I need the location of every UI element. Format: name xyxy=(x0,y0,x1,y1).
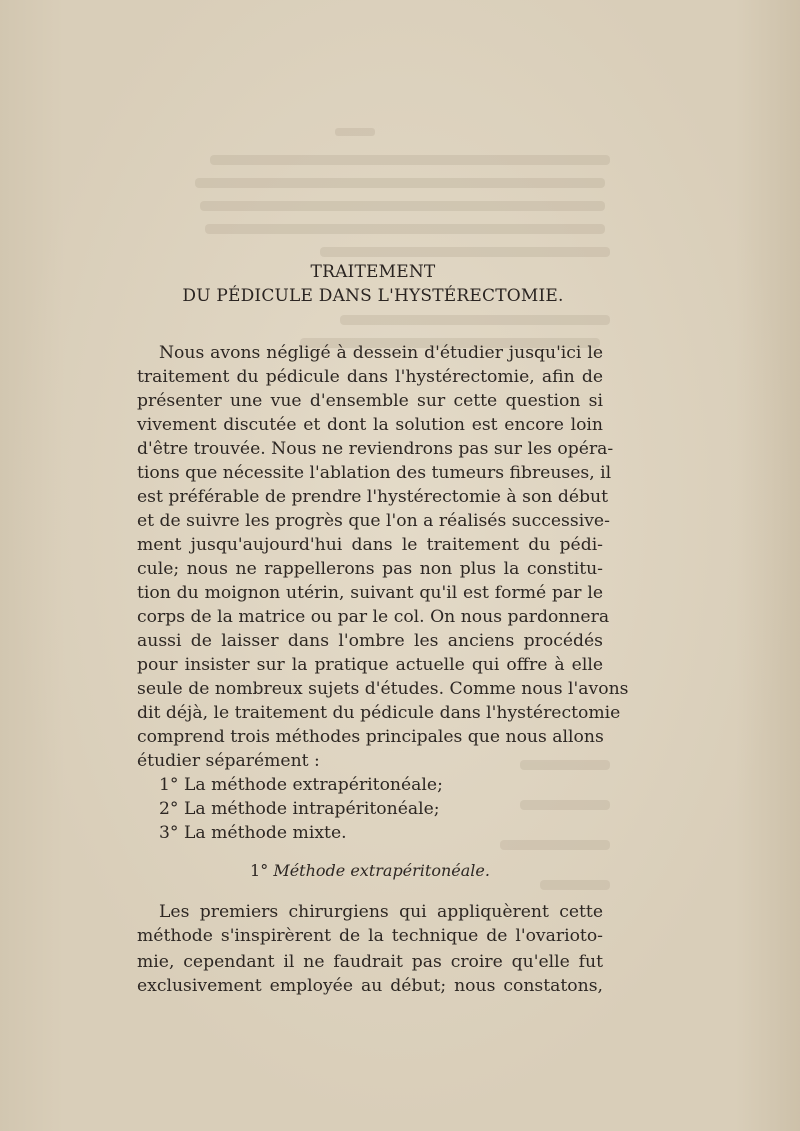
section-number: 1° xyxy=(250,861,269,880)
method-list-item: 2° La méthode intrapéritonéale; xyxy=(159,799,440,819)
text-line: étudier séparément : xyxy=(137,751,320,771)
text-line: méthode s'inspirèrent de la technique de l'ovarioto- xyxy=(137,926,603,946)
method-list-item: 3° La méthode mixte. xyxy=(159,823,347,843)
text-line: d'être trouvée. Nous ne reviendrons pas sur les opéra- xyxy=(137,439,614,459)
title-line-2: DU PÉDICULE DANS L'HYSTÉRECTOMIE. xyxy=(182,286,564,306)
text-line: vivement discutée et dont la solution est encore loin xyxy=(137,415,603,435)
text-line: est préférable de prendre l'hystérectomie à son début xyxy=(137,487,608,507)
title-line-1: TRAITEMENT xyxy=(310,262,436,282)
text-line: présenter une vue d'ensemble sur cette question si xyxy=(137,391,603,411)
text-line: dit déjà, le traitement du pédicule dans l'hystérectomie xyxy=(137,703,621,723)
text-line: Nous avons négligé à dessein d'étudier jusqu'ici le xyxy=(159,343,603,363)
text-line: pour insister sur la pratique actuelle qui offre à elle xyxy=(137,655,603,675)
section-heading xyxy=(0,861,740,880)
text-line: cule; nous ne rappellerons pas non plus la constitu- xyxy=(137,559,603,579)
text-line: traitement du pédicule dans l'hystérectomie, afin de xyxy=(137,367,603,387)
text-line: comprend trois méthodes principales que nous allons xyxy=(137,727,604,747)
text-line: mie, cependant il ne faudrait pas croire qu'elle fut xyxy=(137,952,603,972)
text-line: corps de la matrice ou par le col. On nous pardonnera xyxy=(137,607,610,627)
text-line: exclusivement employée au début; nous constatons, xyxy=(137,976,603,996)
text-line: ment jusqu'aujourd'hui dans le traitement du pédi- xyxy=(137,535,603,555)
text-line: tions que nécessite l'ablation des tumeurs fibreuses, il xyxy=(137,463,612,483)
method-list-item: 1° La méthode extrapéritonéale; xyxy=(159,775,443,795)
text-line: et de suivre les progrès que l'on a réalisés successive- xyxy=(137,511,610,531)
text-line: aussi de laisser dans l'ombre les anciens procédés xyxy=(137,631,603,651)
text-line: Les premiers chirurgiens qui appliquèrent cette xyxy=(159,902,603,922)
section-title: Méthode extrapéritonéale. xyxy=(273,861,490,880)
text-line: seule de nombreux sujets d'études. Comme nous l'avons xyxy=(137,679,629,699)
text-line: tion du moignon utérin, suivant qu'il est formé par le xyxy=(137,583,603,603)
